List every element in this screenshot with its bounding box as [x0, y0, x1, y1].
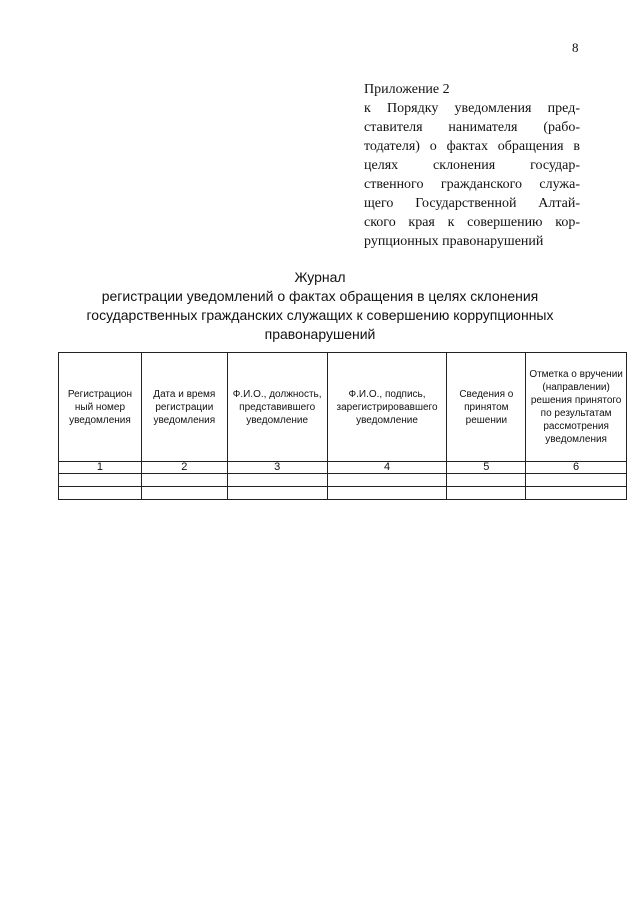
- appendix-title: Приложение 2: [364, 82, 450, 97]
- column-header: Ф.И.О., подпись, зарегистрировавшего уведомление: [327, 353, 447, 462]
- column-header: Регистрацион ный номер уведомления: [59, 353, 142, 462]
- appendix-line: ского края к совершению кор-: [364, 215, 580, 230]
- column-number: 3: [227, 462, 327, 474]
- column-number-row: [59, 462, 627, 474]
- table-cell: [526, 474, 627, 487]
- appendix-line: ственного гражданского служа-: [364, 177, 580, 192]
- column-number: 4: [327, 462, 447, 474]
- appendix-line: целях склонения государ-: [364, 158, 580, 173]
- journal-title: Журнал: [294, 269, 346, 285]
- appendix-line: тодателя) о фактах обращения в: [364, 139, 580, 154]
- table-cell: [526, 487, 627, 500]
- appendix-line: щего Государственной Алтай-: [364, 196, 580, 211]
- table-row: [59, 474, 627, 487]
- page-number: 8: [572, 40, 579, 55]
- table-header-row: [59, 353, 627, 462]
- column-number: 1: [59, 462, 142, 474]
- column-number: 2: [141, 462, 227, 474]
- table-cell: [59, 487, 142, 500]
- column-number: 6: [526, 462, 627, 474]
- table-cell: [327, 474, 447, 487]
- journal-subtitle-line: регистрации уведомлений о фактах обращения в целях склонения: [101, 288, 539, 304]
- column-header: Отметка о вручении (направлении) решения принятого по результатам рассмотрения уведомления: [526, 353, 627, 462]
- table-cell: [227, 474, 327, 487]
- journal-heading: [40, 268, 600, 344]
- column-header: Ф.И.О., должность, представившего уведомление: [227, 353, 327, 462]
- table-cell: [327, 487, 447, 500]
- column-header: Дата и время регистрации уведомления: [141, 353, 227, 462]
- table-cell: [141, 487, 227, 500]
- table-cell: [141, 474, 227, 487]
- appendix-line: рупционных правонарушений: [364, 234, 544, 249]
- table-cell: [447, 487, 526, 500]
- table-row: [59, 487, 627, 500]
- appendix-block: [364, 80, 580, 251]
- appendix-line: ставителя нанимателя (рабо-: [364, 120, 580, 135]
- table-cell: [447, 474, 526, 487]
- column-header: Сведения о принятом решении: [447, 353, 526, 462]
- registration-journal-table: [58, 352, 627, 500]
- table-cell: [59, 474, 142, 487]
- journal-subtitle-line: правонарушений: [264, 326, 376, 342]
- table-cell: [227, 487, 327, 500]
- column-number: 5: [447, 462, 526, 474]
- appendix-line: к Порядку уведомления пред-: [364, 101, 580, 116]
- journal-subtitle-line: государственных гражданских служащих к совершению коррупционных: [86, 307, 554, 323]
